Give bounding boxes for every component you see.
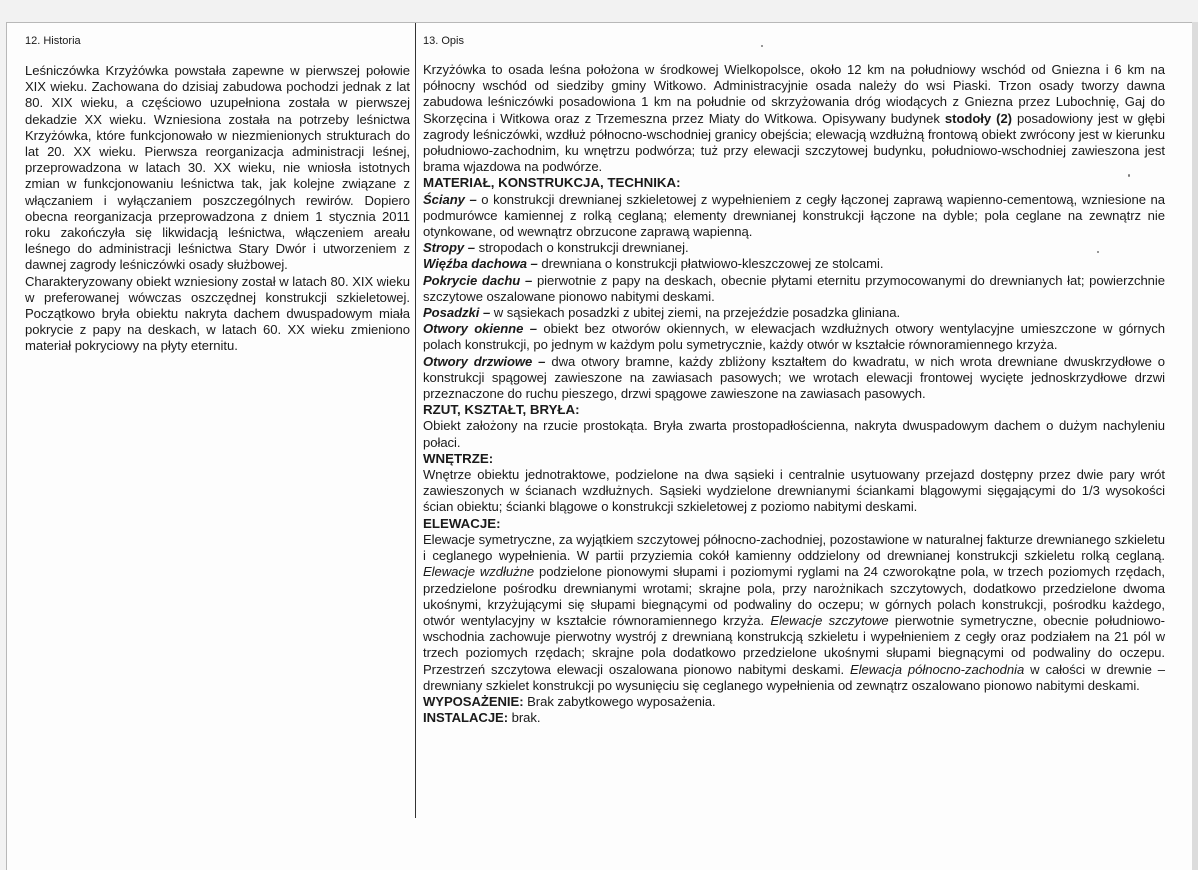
installations-paragraph (423, 710, 1165, 726)
roof-truss-paragraph (423, 256, 1165, 272)
elevations-long-term: Elewacje wzdłużne (423, 564, 535, 580)
elevations-text-c: pierwotnie symetryczne, obecnie południowo-wschodnia zachowuje pierwotny wystrój z drewnianą konstrukcją szkieletu i wypełnieniem z cegły oraz podziałem na 21 pól w trzech poziomych rzędach; skrajne pola dodatkowo przedzielone ukośnymi słupami biegnącymi od podwaliny do oczepu. Przestrzeń szczytowa elewacji oszalowana pionowo nabitymi deskami. (423, 612, 1165, 677)
roofing-paragraph (423, 273, 1165, 305)
description-column (423, 35, 1165, 726)
ceilings-text: stropodach o konstrukcji drewnianej. (475, 240, 689, 256)
walls-text: o konstrukcji drewnianej szkieletowej z wypełnieniem z cegły łączonej zaprawą wapienno-cementową, wzniesione na podmurówce kamiennej z rolką ceglaną; elementy drewnianej konstrukcji łączone na dyble; pola ceglane na zewnątrz nie otynkowane, od wewnątrz obrzucone zaprawą wapienną. (423, 191, 1165, 240)
heading-plan: RZUT, KSZTAŁT, BRYŁA: (423, 402, 580, 418)
equipment-text: Brak zabytkowego wyposażenia. (523, 693, 716, 709)
plan-paragraph: Obiekt założony na rzucie prostokąta. Bryła zwarta prostopadłościenna, nakryta dwuspadowym dachem o dużym nachyleniu połaci. (423, 418, 1165, 450)
doors-text: dwa otwory bramne, każdy zbliżony kształtem do kwadratu, w nich wrota drewniane dwuskrzydłowe o konstrukcji spągowej zawieszone na zawiasach pasowych; we wrotach elewacji frontowej wycięte jednoskrzydłowe drzwi przeznaczone do ruchu pieszego, drzwi spągowe zawieszone na zawiasach pasowych. (423, 353, 1165, 402)
elevations-gable-term: Elewacje szczytowe (770, 612, 889, 628)
scan-speck (1128, 174, 1130, 177)
elevations-text-a: Elewacje symetryczne, za wyjątkiem szczytowej północno-zachodniej, pozostawione w naturalnej fakturze drewnianego szkieletu i ceglanego wypełnienia. W partii przyziemia cokół kamienny oddzielony od drewnianej konstrukcji szkieletu rolką ceglaną. (423, 531, 1165, 564)
ceilings-paragraph (423, 240, 1165, 256)
heading-material: MATERIAŁ, KONSTRUKCJA, TECHNIKA: (423, 175, 681, 191)
floors-paragraph (423, 305, 1165, 321)
column-divider (415, 23, 416, 818)
history-section-title: 12. Historia (25, 35, 81, 47)
roofing-text: pierwotnie z papy na deskach, obecnie płytami eternitu przymocowanymi do drewnianych łat; powierzchnie szczytowe oszalowane pionowo nabitymi deskami. (423, 272, 1165, 304)
equipment-label: WYPOSAŻENIE: (423, 693, 524, 709)
document-sheet (6, 22, 1192, 870)
roof-truss-text: drewniana o konstrukcji płatwiowo-kleszczowej ze stolcami. (537, 256, 884, 272)
equipment-paragraph (423, 694, 1165, 710)
doors-paragraph (423, 354, 1165, 403)
roof-truss-term: Więźba dachowa – (423, 256, 538, 272)
description-section-title: 13. Opis (423, 35, 464, 47)
floors-text: w sąsiekach posadzki z ubitej ziemi, na przejeździe posadzka gliniana. (490, 305, 901, 321)
intro-paragraph (423, 62, 1165, 175)
elevations-nw-term: Elewacja północno-zachodnia (850, 661, 1025, 677)
building-name: stodoły (2) (944, 110, 1012, 126)
elevations-text-b: podzielone pionowymi słupami i poziomymi ryglami na 24 czworokątne pola, w trzech poziomych rzędach, przedzielone pośrodku drewnianymi wrotami; skrajne pola, przy narożnikach szczytowych, dodatkowo przedzielone dwoma ukośnymi, krzyżującymi się słupami biegnącymi od podwaliny do oczepu; w górnych polach konstrukcji, pośrodku każdego, otwór wentylacyjny w kształcie równoramiennego krzyża. (423, 564, 1165, 628)
history-column (25, 35, 410, 355)
scan-speck (1097, 251, 1099, 253)
floors-term: Posadzki – (423, 305, 491, 321)
heading-interior: WNĘTRZE: (423, 450, 494, 466)
windows-paragraph (423, 321, 1165, 353)
walls-paragraph (423, 192, 1165, 241)
heading-elevations: ELEWACJE: (423, 515, 501, 531)
installations-label: INSTALACJE: (423, 710, 509, 726)
history-paragraph-1: Leśniczówka Krzyżówka powstała zapewne w pierwszej połowie XIX wieku. Zachowana do dzisiaj zabudowa pochodzi jednak z lat 80. XIX wieku, a częściowo uzupełniona została w pierwszej dekadzie XX wieku. Wzniesiona została na potrzeby leśnictwa Krzyżówka, które funkcjonowało w niezmienionych strukturach do lat 20. XX wieku. Pierwsza reorganizacja administracji leśnej, przeprowadzona w latach 30. XX wieku, nie wniosła istotnych zmian w funkcjonowaniu leśnictwa tak, jak kolejne związane z włączaniem i wyłączaniem poszczególnych rewirów. Dopiero obecna reorganizacja przeprowadzona z dniem 1 stycznia 2011 roku zakończyła się likwidacją leśnictwa, włączeniem areału leśnego do administracji leśnictwa Stary Dwór i utworzeniem z dawnej zagrody leśniczówki osady służbowej. (25, 63, 410, 273)
scan-speck (761, 45, 763, 47)
doors-term: Otwory drzwiowe – (423, 353, 546, 369)
installations-text: brak. (508, 710, 541, 726)
walls-term: Ściany – (423, 191, 477, 207)
history-paragraph-2: Charakteryzowany obiekt wzniesiony został w latach 80. XIX wieku w preferowanej wówczas oszczędnej konstrukcji szkieletowej. Początkowo bryła obiektu nakryta dachem dwuspadowym miała pokrycie z papy na deskach, w latach 60. XX wieku zmieniono materiał pokryciowy na płyty eternitu. (25, 273, 410, 354)
intro-text-cont: posadowiony jest w głębi zagrody leśniczówki, wzdłuż północno-wschodniej granicy obejścia; elewacją wzdłużną frontową obiekt zwrócony jest w kierunku południowo-zachodnim, ku wnętrzu podwórza; tuż przy elewacji szczytowej budynku, południowo-wschodniej zawieszona jest brama wjazdowa na podwórze. (423, 110, 1165, 175)
roofing-term: Pokrycie dachu – (423, 272, 533, 288)
elevations-text-d: w całości w drewnie – drewniany szkielet konstrukcji po wysunięciu się ceglanego wypełnienia od zewnątrz oszalowano pionowo nabitymi deskami. (423, 661, 1165, 693)
intro-text: Krzyżówka to osada leśna położona w środkowej Wielkopolsce, około 12 km na południowy wschód od Gniezna i 6 km na północny wschód od siedziby gminy Witkowo. Administracyjnie osada należy do wsi Piaski. Trzon osady tworzy dawna zabudowa leśniczówki posadowiona 1 km na południe od skrzyżowania dróg wiodących z Gniezna przez Lubochnię, Gaj do Skorzęcina i Witkowa oraz z Trzemeszna przez Miaty do Witkowa. Opisywany budynek (423, 62, 1165, 126)
interior-paragraph: Wnętrze obiektu jednotraktowe, podzielone na dwa sąsieki i centralnie usytuowany przejazd dostępny przez dwie pary wrót zawieszonych w ścianach wzdłużnych. Sąsieki wydzielone drewnianymi ściankami blągowymi sięgającymi do 1/3 wysokości ścian obiektu; ścianki blągowe o konstrukcji szkieletowej z poziomo nabitymi deskami. (423, 467, 1165, 515)
ceilings-term: Stropy – (423, 240, 475, 256)
elevations-paragraph (423, 532, 1165, 694)
windows-text: obiekt bez otworów okiennych, w elewacjach wzdłużnych otwory wentylacyjne umieszczone w górnych polach konstrukcji, po jednym w każdym polu symetrycznie, każdy otwór w kształcie równoramiennego krzyża. (423, 321, 1165, 353)
windows-term: Otwory okienne – (423, 321, 537, 337)
